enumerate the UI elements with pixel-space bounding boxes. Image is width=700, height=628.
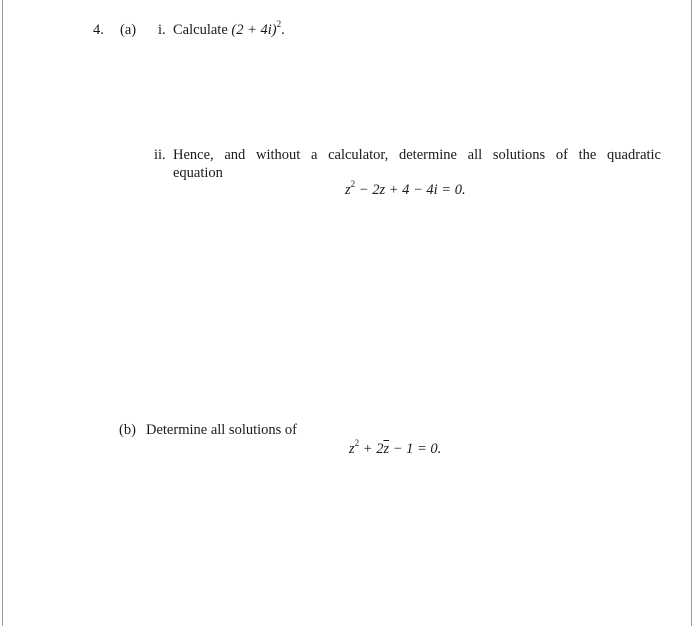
part-b-text: Determine all solutions of (146, 422, 298, 438)
sub-ii-equation (345, 181, 466, 199)
sub-i-exponent: 2 (276, 19, 282, 30)
sub-ii-label: ii. (154, 147, 166, 163)
sub-ii-text-line1: Hence, and without a calculator, determine all solutions of the quadratic (173, 147, 661, 163)
sub-i-question (173, 21, 285, 39)
page-border (2, 0, 692, 626)
sub-ii-text-line2: equation (173, 165, 223, 181)
sub-i-prefix: Calculate (173, 22, 228, 38)
part-b-eq-var: z (349, 441, 355, 457)
part-b-eq-rest: − 1 = 0. (389, 441, 442, 457)
sub-i-expression: (2 + 4i) (231, 22, 277, 38)
part-b-eq-mid: + 2 (359, 441, 384, 457)
part-b-label: (b) (119, 422, 136, 438)
part-b-eq-exp: 2 (354, 438, 360, 449)
part-b-eq-conjugate: $\overline{z}$ (383, 441, 390, 457)
sub-i-label: i. (158, 22, 166, 38)
question-number: 4. (93, 22, 104, 38)
sub-ii-eq-exp: 2 (350, 179, 356, 190)
part-b-equation (349, 440, 441, 458)
sub-ii-eq-rest: − 2z + 4 − 4i = 0. (355, 182, 466, 198)
sub-ii-eq-var: z (345, 182, 351, 198)
sub-i-suffix: . (281, 22, 285, 38)
part-a-label: (a) (120, 22, 137, 38)
